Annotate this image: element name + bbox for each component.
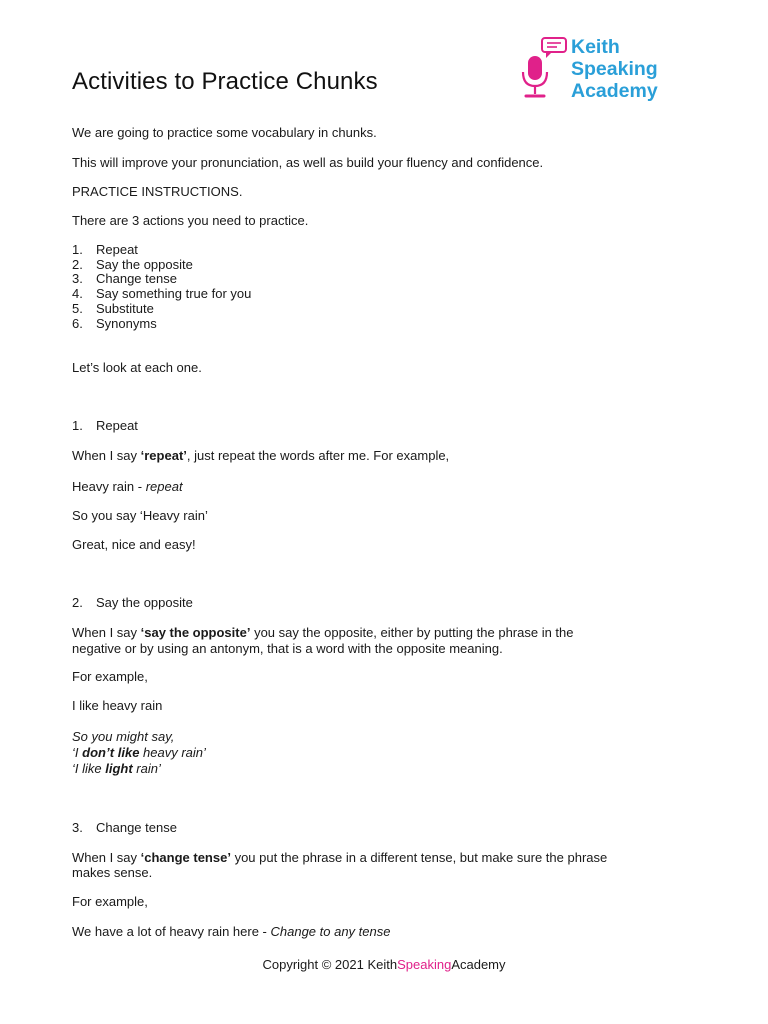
page-title: Activities to Practice Chunks — [72, 68, 378, 95]
intro-paragraph-1: We are going to practice some vocabulary in chunks. — [72, 125, 377, 140]
section-1-heading: 1. Repeat — [72, 418, 138, 433]
section-3-for-example: For example, — [72, 894, 148, 909]
section-2-phrase: I like heavy rain — [72, 698, 163, 713]
section-2-paragraph-line-1: When I say ‘say the opposite’ you say the opposite, either by putting the phrase in the — [72, 625, 574, 640]
section-3-paragraph-line-1: When I say ‘change tense’ you put the phrase in a different tense, but make sure the phrase — [72, 850, 608, 865]
section-2-for-example: For example, — [72, 669, 148, 684]
section-2-heading: 2. Say the opposite — [72, 595, 193, 610]
list-item: 6. Synonyms — [72, 315, 157, 331]
lets-look-text: Let’s look at each one. — [72, 360, 202, 375]
section-2-example-2: ‘I like light rain’ — [72, 761, 161, 776]
microphone-chat-icon — [518, 36, 570, 102]
actions-list — [72, 243, 251, 331]
intro-paragraph-4: There are 3 actions you need to practice. — [72, 213, 309, 228]
section-3-phrase: We have a lot of heavy rain here - Change to any tense — [72, 924, 391, 939]
section-1-say: So you say ‘Heavy rain’ — [72, 508, 208, 523]
intro-paragraph-2: This will improve your pronunciation, as well as build your fluency and confidence. — [72, 155, 544, 170]
list-item: 1. Repeat — [72, 242, 138, 257]
section-1-example: Heavy rain - repeat — [72, 479, 183, 494]
copyright-footer: Copyright © 2021 KeithSpeakingAcademy — [262, 957, 506, 972]
section-3-heading: 3. Change tense — [72, 820, 177, 835]
list-item: 3. Change tense — [72, 271, 177, 287]
section-1-great: Great, nice and easy! — [72, 537, 196, 552]
list-item: 5. Substitute — [72, 300, 154, 316]
brand-logo — [518, 36, 678, 106]
section-3-paragraph-line-2: makes sense. — [72, 865, 153, 880]
list-item: 4. Say something true for you — [72, 286, 252, 302]
section-1-paragraph: When I say ‘repeat’, just repeat the words after me. For example, — [72, 448, 450, 463]
instructions-heading: PRACTICE INSTRUCTIONS. — [72, 184, 243, 199]
logo-wordmark: Keith Speaking Academy — [571, 36, 658, 102]
section-2-might-say: So you might say, — [72, 729, 175, 744]
section-2-paragraph-line-2: negative or by using an antonym, that is a word with the opposite meaning. — [72, 641, 503, 656]
list-item: 2. Say the opposite — [72, 256, 193, 272]
section-2-example-1: ‘I don’t like heavy rain’ — [72, 745, 206, 760]
